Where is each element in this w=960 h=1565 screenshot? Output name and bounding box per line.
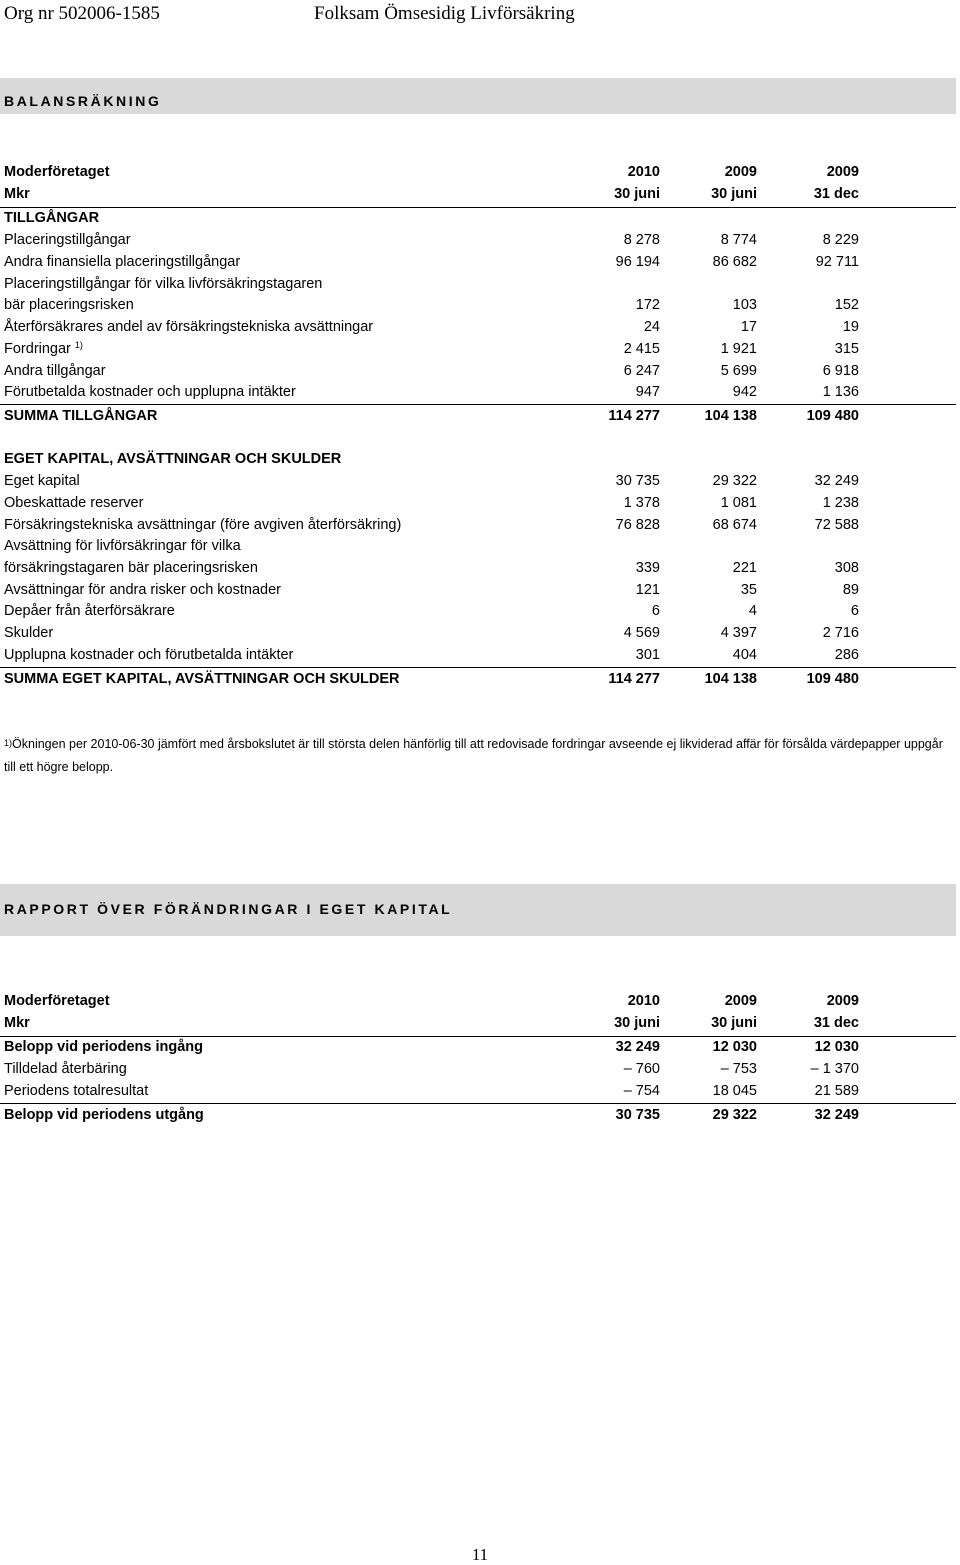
equity-closing-row: Belopp vid periodens utgång 30 735 29 322 32 249 [4,1107,859,1123]
balance-head-row-2: Mkr 30 juni 30 juni 31 dec [4,186,859,202]
assets-heading: TILLGÅNGAR [4,210,100,226]
equity-row: Periodens totalresultat – 754 18 045 21 589 [4,1083,859,1099]
rule [0,404,956,405]
balance-title-band [0,78,956,114]
equity-title: RAPPORT ÖVER FÖRÄNDRINGAR I EGET KAPITAL [4,901,453,917]
page-number: 11 [471,1545,489,1564]
liability-row: Försäkringstekniska avsättningar (före avgiven återförsäkring) 76 828 68 674 72 588 [4,517,859,533]
balance-head-row-1: Moderföretaget 2010 2009 2009 [4,164,859,180]
asset-row: Placeringstillgångar för vilka livförsäkringstagaren [4,276,323,292]
company-name: Folksam Ömsesidig Livförsäkring [314,3,575,24]
liability-row: försäkringstagaren bär placeringsrisken 339 221 308 [4,560,859,576]
liability-row: Depåer från återförsäkrare 6 4 6 [4,603,859,619]
footnote-text: Ökningen per 2010-06-30 jämfört med årsbokslutet är till största delen hänförlig till att redovisade fordringar avseende ej likviderad affär för försålda värdepapper uppgår till ett högre belopp. [4,737,943,774]
asset-row: Förutbetalda kostnader och upplupna intäkter 947 942 1 136 [4,384,859,400]
liability-row: Avsättning för livförsäkringar för vilka [4,538,241,554]
asset-row: Andra tillgångar 6 247 5 699 6 918 [4,363,859,379]
footnote-mark: 1) [74,340,83,350]
equity-head-row-1: Moderföretaget 2010 2009 2009 [4,993,859,1009]
equity-opening-row: Belopp vid periodens ingång 32 249 12 030 12 030 [4,1039,859,1055]
balance-title: BALANSRÄKNING [4,93,162,109]
footnote-mark: 1) [4,738,13,748]
org-number: Org nr 502006-1585 [4,3,160,24]
asset-row: Placeringstillgångar 8 278 8 774 8 229 [4,232,859,248]
liability-row: Skulder 4 569 4 397 2 716 [4,625,859,641]
equity-title-band [0,884,956,936]
equity-row: Tilldelad återbäring – 760 – 753 – 1 370 [4,1061,859,1077]
asset-row: Andra finansiella placeringstillgångar 96 194 86 682 92 711 [4,254,859,270]
liability-row: Upplupna kostnader och förutbetalda intäkter 301 404 286 [4,647,859,663]
footnote [4,733,944,779]
liability-row: Avsättningar för andra risker och kostnader 121 35 89 [4,582,859,598]
rule [0,667,956,668]
assets-total-row: SUMMA TILLGÅNGAR 114 277 104 138 109 480 [4,408,859,424]
asset-row: bär placeringsrisken 172 103 152 [4,297,859,313]
liabilities-total-row: SUMMA EGET KAPITAL, AVSÄTTNINGAR OCH SKULDER 114 277 104 138 109 480 [4,671,859,687]
asset-row: Återförsäkrares andel av försäkringstekniska avsättningar 24 17 19 [4,319,859,335]
equity-head-row-2: Mkr 30 juni 30 juni 31 dec [4,1015,859,1031]
rule [0,1103,956,1104]
liability-row: Eget kapital 30 735 29 322 32 249 [4,473,859,489]
liability-row: Obeskattade reserver 1 378 1 081 1 238 [4,495,859,511]
page-header [0,0,960,30]
liabilities-heading: EGET KAPITAL, AVSÄTTNINGAR OCH SKULDER [4,451,342,467]
asset-row: Fordringar $^{1)}$ 2 415 1 921 315 [4,340,859,357]
